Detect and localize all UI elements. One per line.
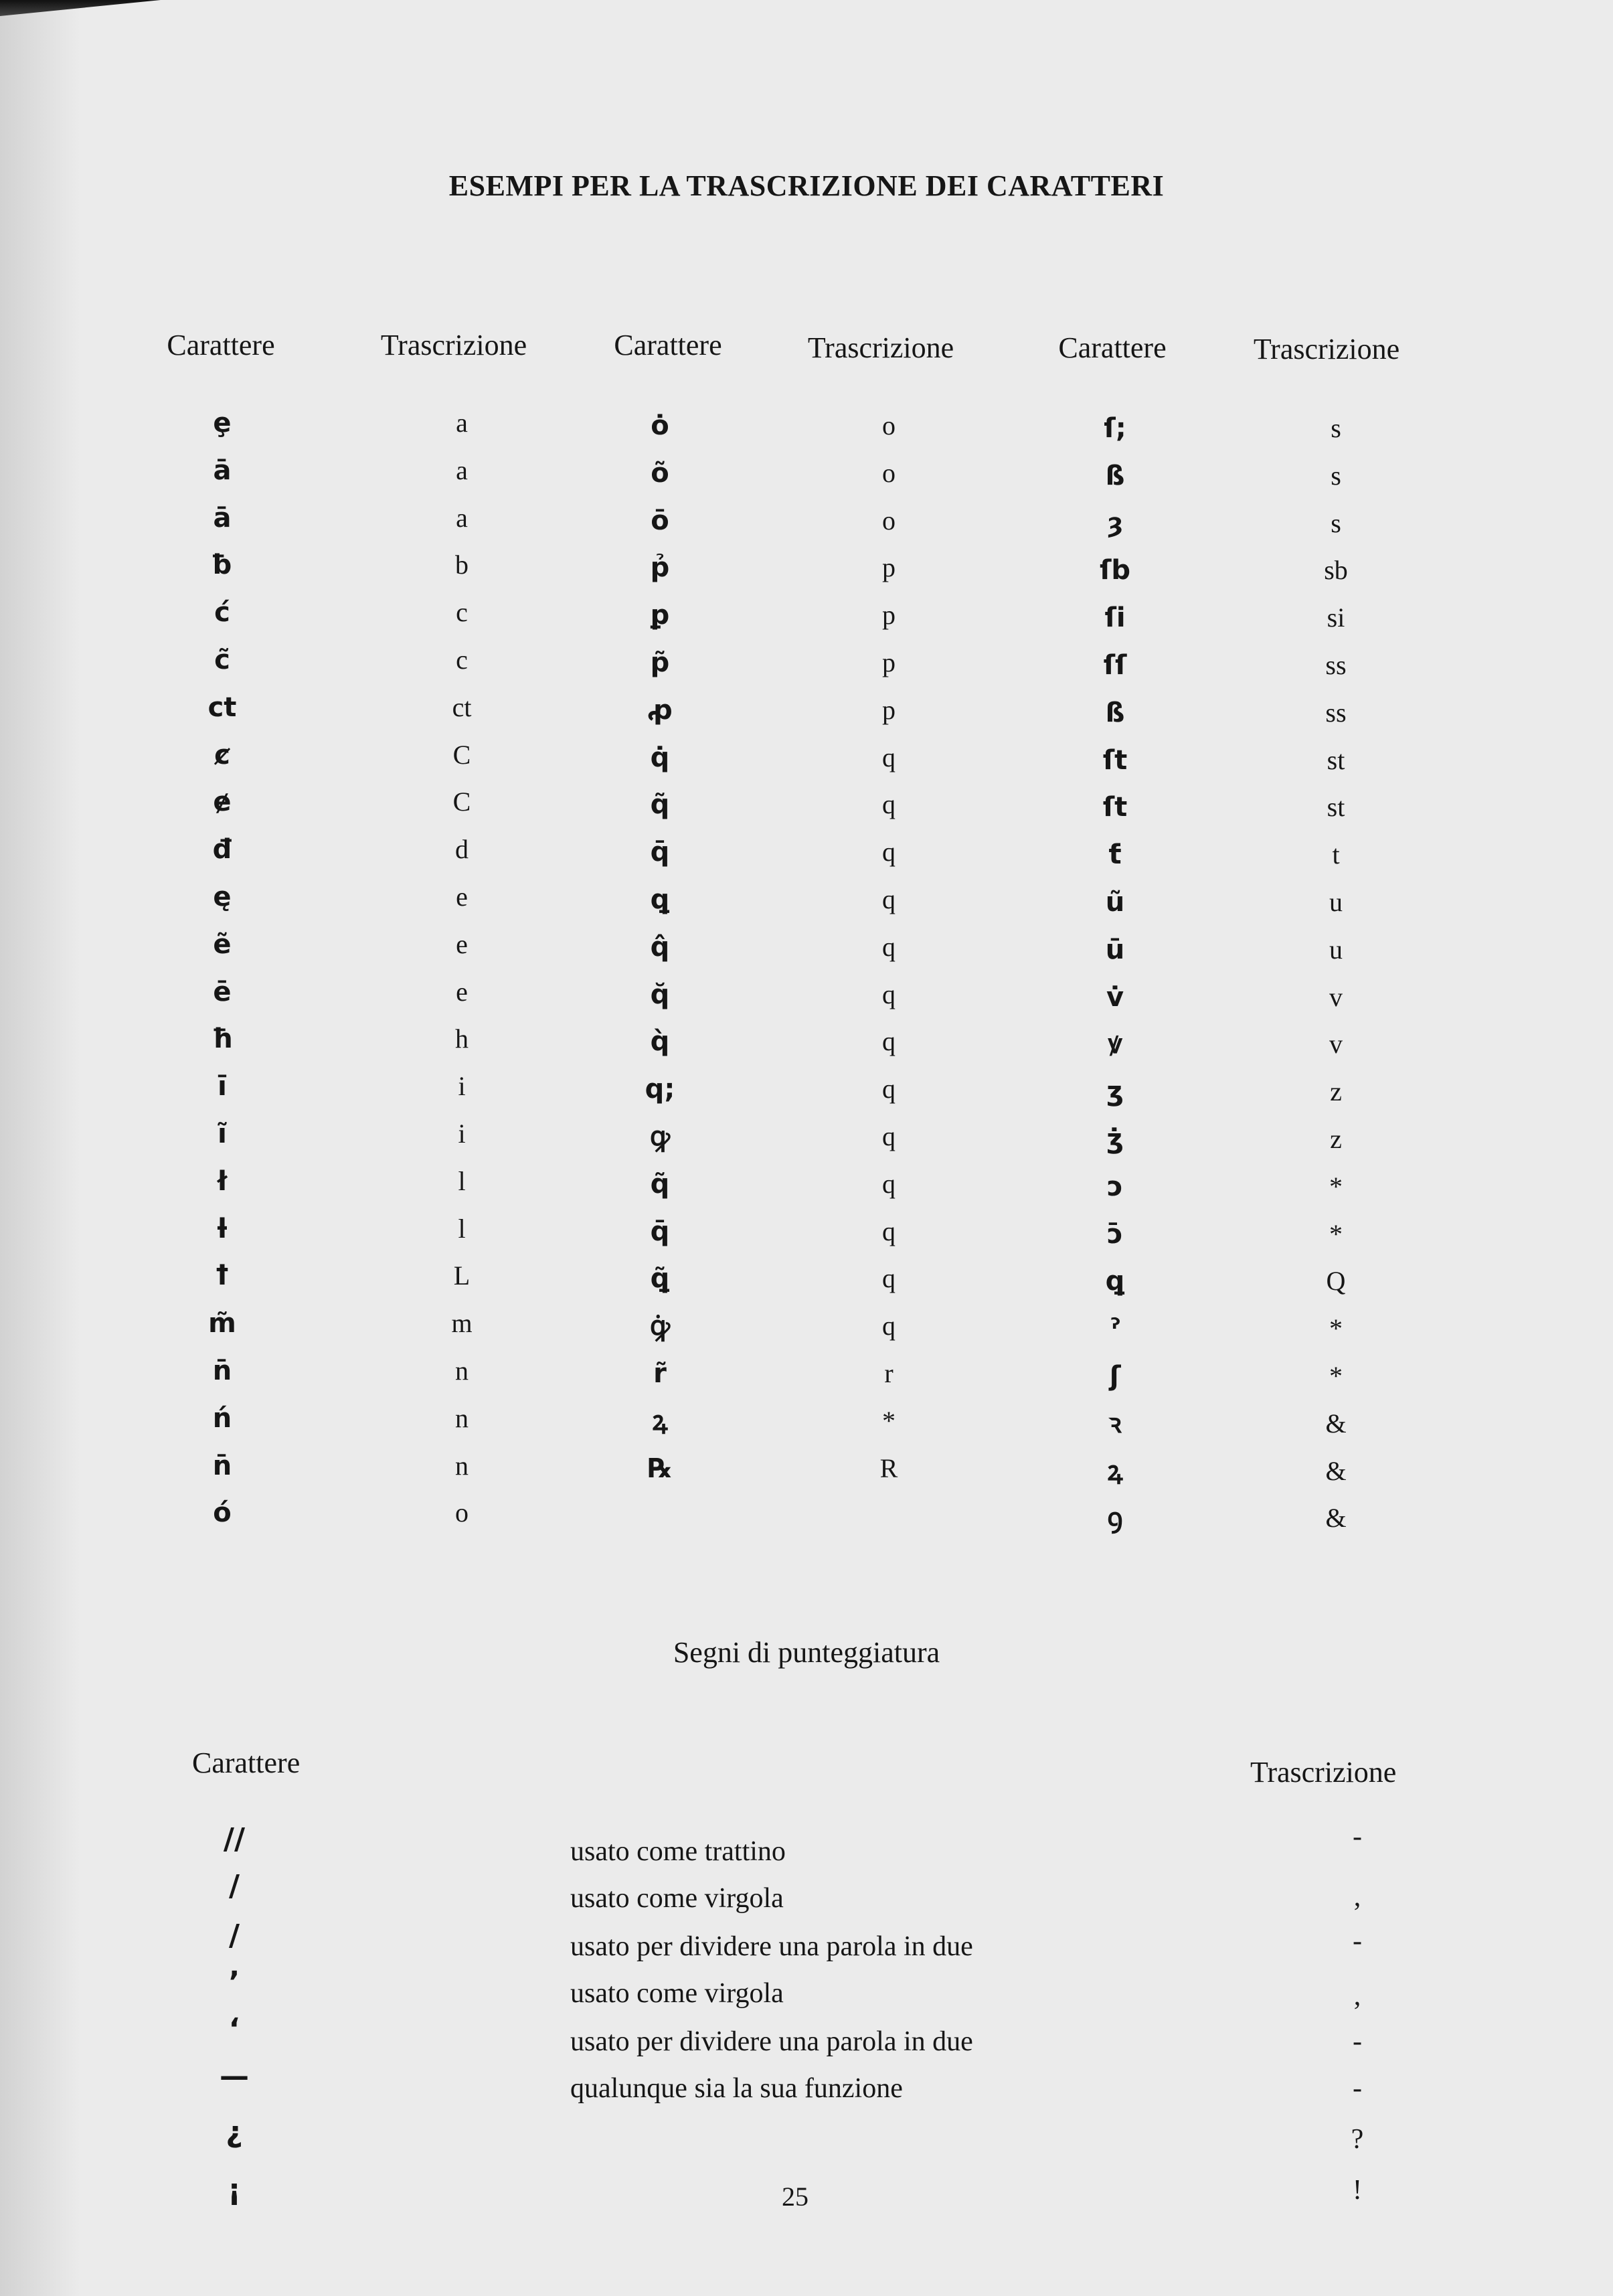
character-glyph: q̃: [650, 789, 670, 821]
punctuation-symbol: ʻ: [228, 2012, 240, 2046]
transcription-value: C: [452, 787, 471, 817]
transcription-value: st: [1327, 744, 1345, 775]
character-glyph: ũ: [1105, 887, 1125, 918]
transcription-value: h: [455, 1023, 469, 1054]
transcription-value: *: [882, 1405, 896, 1436]
character-glyph: ſ;: [1104, 413, 1126, 444]
transcription-value: L: [453, 1260, 471, 1291]
punctuation-description: usato per dividere una parola in due: [570, 1931, 973, 1962]
transcription-value: st: [1327, 792, 1345, 823]
header-trascrizione-3: Trascrizione: [1253, 333, 1400, 365]
transcription-value: o: [882, 410, 896, 440]
character-glyph: ȩ: [213, 408, 232, 438]
character-glyph: ō: [651, 505, 669, 536]
transcription-value: n: [455, 1402, 469, 1433]
character-glyph: ℞: [648, 1453, 672, 1484]
transcription-value: *: [1329, 1218, 1343, 1249]
transcription-value: p: [882, 694, 896, 725]
punctuation-header-character: Carattere: [192, 1746, 301, 1779]
transcription-value: o: [455, 1497, 469, 1528]
transcription-value: ss: [1325, 650, 1347, 680]
character-glyph: ſi: [1104, 602, 1126, 634]
transcription-value: a: [456, 502, 468, 533]
transcription-value: c: [456, 645, 468, 675]
character-glyph: ꝗ: [650, 884, 670, 915]
transcription-value: p: [882, 647, 896, 677]
character-glyph: ȯ: [651, 410, 669, 441]
transcription-value: b: [455, 550, 469, 580]
character-glyph: p̉: [650, 552, 670, 584]
punctuation-symbol: /: [228, 1869, 240, 1903]
header-carattere-3: Carattere: [1058, 331, 1167, 364]
punctuation-section-title: Segni di punteggiatura: [673, 1636, 940, 1669]
transcription-value: z: [1330, 1124, 1342, 1154]
character-glyph: ß: [1105, 697, 1125, 728]
character-glyph: ſt: [1102, 744, 1128, 776]
transcription-value: i: [458, 1071, 466, 1102]
punctuation-symbol: ʼ: [228, 1965, 240, 1999]
transcription-value: *: [1329, 1313, 1343, 1344]
transcription-value: &: [1325, 1408, 1347, 1439]
punctuation-transcription: -: [1353, 2073, 1362, 2104]
character-glyph: ꝉ: [215, 1260, 230, 1292]
transcription-value: e: [456, 928, 468, 959]
transcription-value: &: [1325, 1455, 1347, 1486]
transcription-value: l: [458, 1213, 466, 1244]
transcription-value: q: [882, 884, 896, 914]
transcription-value: *: [1329, 1361, 1343, 1391]
character-glyph: ł: [217, 1165, 228, 1197]
character-glyph: ſſ: [1103, 650, 1127, 681]
transcription-value: p: [882, 600, 896, 631]
transcription-value: q: [882, 1121, 896, 1151]
transcription-value: e: [456, 976, 468, 1007]
transcription-value: q: [882, 1026, 896, 1057]
header-carattere-2: Carattere: [614, 329, 722, 361]
character-glyph: r̃: [653, 1358, 667, 1389]
transcription-value: d: [455, 834, 469, 865]
punctuation-transcription: ,: [1353, 1882, 1361, 1912]
transcription-value: n: [455, 1356, 469, 1386]
character-glyph: ɇ: [213, 787, 232, 818]
transcription-value: t: [1332, 839, 1340, 870]
page-number: 25: [782, 2182, 809, 2212]
character-glyph: ʒ̇: [1106, 1124, 1124, 1155]
character-glyph: ī: [218, 1071, 227, 1102]
character-glyph: ć: [214, 597, 230, 629]
transcription-value: p: [882, 552, 896, 583]
transcription-value: a: [456, 408, 468, 438]
transcription-value: ss: [1325, 697, 1347, 728]
punctuation-description: usato per dividere una parola in due: [570, 2026, 973, 2057]
transcription-value: *: [1329, 1171, 1343, 1202]
page-title: ESEMPI PER LA TRASCRIZIONE DEI CARATTERI: [448, 169, 1165, 202]
character-glyph: ꝯ: [1107, 1503, 1123, 1534]
transcription-value: q: [882, 789, 896, 820]
character-glyph: ȝ: [1106, 507, 1124, 539]
transcription-value: q: [882, 1168, 896, 1199]
character-glyph: ſt: [1102, 792, 1128, 823]
character-glyph: ĩ: [218, 1119, 227, 1149]
character-glyph: ń: [212, 1402, 232, 1434]
character-glyph: c̃: [214, 645, 230, 675]
character-glyph: q̀: [650, 1026, 670, 1058]
character-glyph: ꝝ: [652, 1405, 668, 1437]
character-glyph: ꝙ̇: [649, 1311, 671, 1342]
transcription-value: c: [456, 597, 468, 628]
punctuation-description: usato come virgola: [570, 1883, 784, 1914]
character-glyph: ꝓ: [647, 694, 673, 726]
character-glyph: n̄: [212, 1450, 232, 1481]
punctuation-transcription: ?: [1351, 2124, 1364, 2155]
transcription-value: q: [882, 979, 896, 1009]
punctuation-symbol: //: [223, 1822, 246, 1856]
transcription-value: r: [884, 1358, 894, 1388]
character-glyph: ē: [213, 976, 232, 1007]
character-glyph: ß: [1105, 460, 1125, 491]
transcription-value: q: [882, 837, 896, 868]
character-glyph: ꝗ: [1105, 1266, 1125, 1297]
character-glyph: q̂: [650, 931, 670, 963]
transcription-value: &: [1325, 1503, 1347, 1534]
transcription-value: z: [1330, 1076, 1342, 1107]
punctuation-symbol: /: [228, 1918, 240, 1953]
character-glyph: ȼ: [214, 739, 230, 770]
character-glyph: ħ: [211, 1023, 233, 1055]
character-glyph: ɔ: [1107, 1171, 1123, 1202]
transcription-value: q: [882, 1311, 896, 1341]
transcription-value: Q: [1326, 1266, 1346, 1297]
character-glyph: p̃: [650, 647, 670, 678]
transcription-value: o: [882, 457, 896, 488]
transcription-value: C: [452, 739, 471, 770]
character-glyph: õ: [651, 457, 669, 489]
character-glyph: ẽ: [213, 928, 232, 960]
punctuation-header-transcription: Trascrizione: [1250, 1756, 1397, 1789]
character-glyph: m̃: [208, 1308, 236, 1339]
transcription-value: i: [458, 1119, 466, 1149]
punctuation-description: qualunque sia la sua funzione: [570, 2073, 903, 2104]
character-glyph: ƚ: [217, 1213, 228, 1244]
character-glyph: ꝗ̃: [650, 1263, 670, 1295]
transcription-value: s: [1331, 413, 1341, 443]
transcription-value: e: [456, 882, 468, 912]
character-glyph: ɔ̄: [1107, 1218, 1123, 1250]
character-glyph: ā: [213, 502, 232, 534]
character-glyph: ꝟ: [1108, 1029, 1122, 1060]
transcription-value: l: [458, 1165, 466, 1196]
transcription-value: ct: [452, 691, 472, 722]
punctuation-symbol: ¿: [226, 2115, 243, 2149]
header-trascrizione-1: Trascrizione: [380, 329, 527, 361]
transcription-value: q: [882, 1216, 896, 1246]
transcription-value: R: [879, 1453, 898, 1483]
transcription-value: o: [882, 505, 896, 536]
character-glyph: ct: [207, 691, 237, 723]
transcription-value: q: [882, 1074, 896, 1104]
character-glyph: ꝙ: [649, 1121, 671, 1152]
character-glyph: ƀ: [212, 550, 232, 581]
punctuation-transcription: -: [1353, 1821, 1362, 1852]
character-glyph: ˀ: [1110, 1313, 1120, 1345]
page-shadow: [0, 0, 80, 2296]
character-glyph: ó: [213, 1497, 232, 1529]
transcription-value: sb: [1324, 555, 1348, 586]
punctuation-description: usato come trattino: [570, 1836, 786, 1867]
transcription-value: v: [1329, 981, 1343, 1012]
character-glyph: ā: [213, 455, 232, 486]
punctuation-transcription: ,: [1353, 1981, 1361, 2012]
character-glyph: ꝛ: [1108, 1408, 1122, 1439]
punctuation-transcription: -: [1353, 1926, 1362, 1957]
character-glyph: ꝑ: [650, 600, 670, 631]
punctuation-transcription: -: [1353, 2026, 1362, 2057]
character-glyph: q̇: [650, 742, 670, 773]
character-glyph: q̄: [650, 1216, 670, 1247]
transcription-value: u: [1329, 887, 1343, 917]
transcription-value: q: [882, 1263, 896, 1294]
transcription-value: q: [882, 931, 896, 962]
transcription-value: si: [1327, 602, 1345, 633]
punctuation-transcription: !: [1353, 2175, 1362, 2206]
transcription-value: m: [451, 1308, 473, 1339]
transcription-value: v: [1329, 1029, 1343, 1060]
header-carattere-1: Carattere: [167, 329, 275, 361]
transcription-value: q: [882, 742, 896, 772]
character-glyph: ʃ: [1109, 1361, 1121, 1392]
punctuation-description: usato come virgola: [570, 1978, 784, 2009]
character-glyph: q̄: [650, 837, 670, 868]
punctuation-symbol: —: [220, 2059, 249, 2093]
character-glyph: q̆: [650, 979, 670, 1010]
transcription-value: s: [1331, 507, 1341, 538]
character-glyph: q;: [645, 1074, 675, 1105]
character-glyph: ʒ: [1106, 1076, 1124, 1108]
character-glyph: n̄: [212, 1356, 232, 1386]
character-glyph: ƭ: [1108, 839, 1122, 871]
character-glyph: ꝝ: [1107, 1455, 1123, 1487]
transcription-value: n: [455, 1450, 469, 1481]
header-trascrizione-2: Trascrizione: [807, 331, 954, 364]
character-glyph: ę: [213, 882, 232, 912]
punctuation-symbol: ¡: [227, 2173, 242, 2207]
character-glyph: v̇: [1106, 981, 1124, 1013]
transcription-value: s: [1331, 460, 1341, 491]
character-glyph: ū: [1105, 934, 1125, 965]
transcription-value: u: [1329, 934, 1343, 965]
transcription-value: a: [456, 455, 468, 485]
page-corner: [0, 0, 161, 16]
character-glyph: đ: [212, 834, 232, 866]
character-glyph: ſb: [1099, 555, 1131, 586]
character-glyph: q̃: [650, 1168, 670, 1200]
